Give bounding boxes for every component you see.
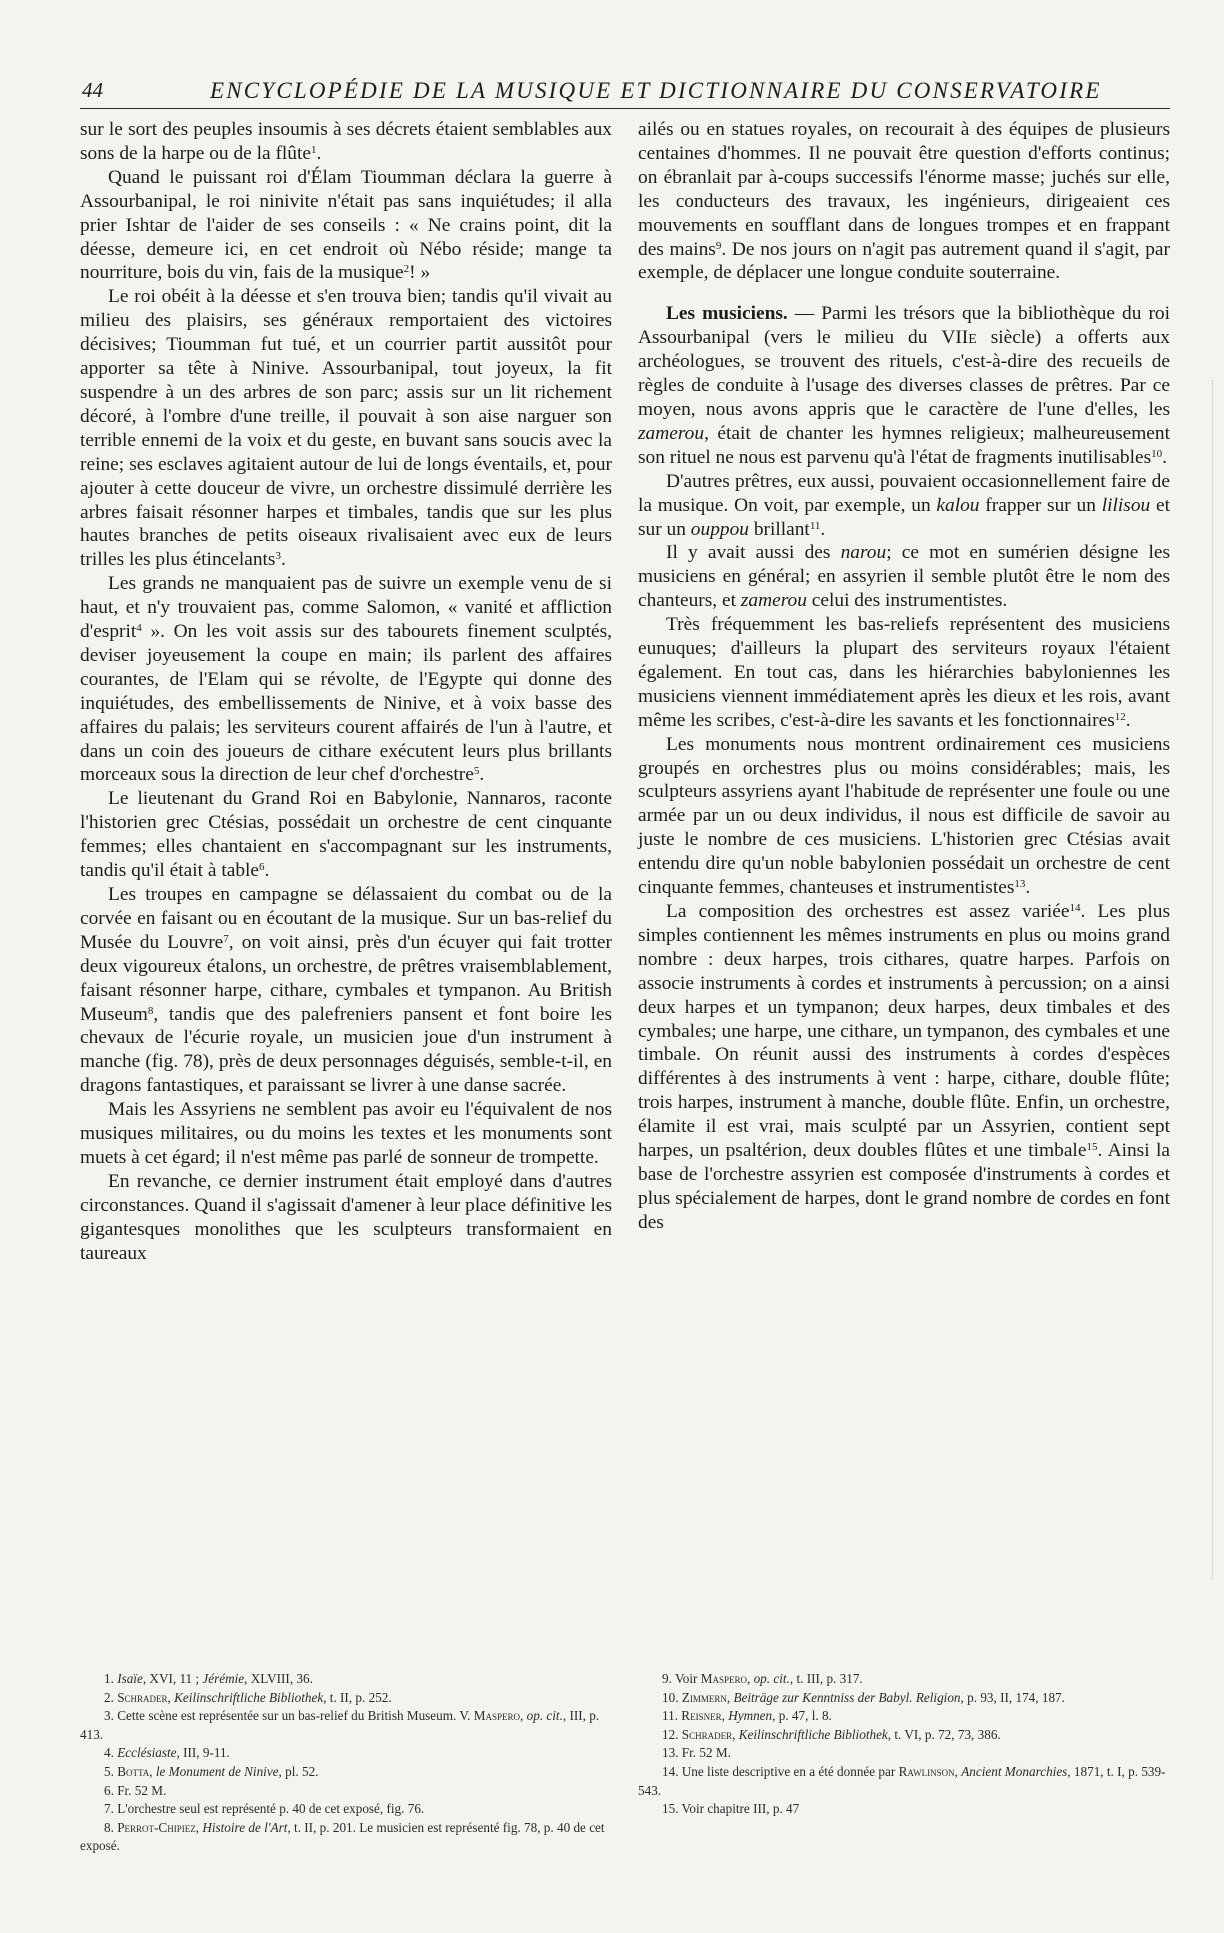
footnote: 9. Voir Maspero, op. cit., t. III, p. 317. — [662, 1671, 863, 1686]
paragraph: D'autres prêtres, eux aussi, pouvaient occasionnellement faire de la musique. On voit, par exemple, un kalou frapper sur un lilisou et sur un ouppou brillant$^{11}$. — [638, 470, 1170, 540]
paragraph: La composition des orchestres est assez variée$^{14}$. Les plus simples contiennent les mêmes instruments en plus ou moins grand nombre : deux harpes, trois cithares, quatre harpes. Parfois on associe instruments à cordes et instruments à percussion; on a ainsi deux harpes et un tympanon; deux harpes, deux timbales et des cymbales; une harpe, une cithare, un tympanon, des cymbales et une timbale. On réunit aussi des instruments à cordes d'espèces différentes à des instruments à vent : harpe, cithare, double flûte; trois harpes, instrument à manche, double flûte. Enfin, un orchestre, élamite il est vrai, mais sculpté par un Assyrien, contient sept harpes, un psaltérion, deux doubles flûtes et une timbale$^{15}$. Ainsi la base de l'orchestre assyrien est composée d'instruments à cordes et plus spécialement de harpes, dont le grand nombre de cordes en font des — [638, 901, 1170, 1233]
paragraph: Le roi obéit à la déesse et s'en trouva bien; tandis qu'il vivait au milieu des plaisirs, ses généraux remportaient des victoires décisives; Tioumman fut tué, et un courrier partit aussitôt pour apporter sa tête à Ninive. Assourbanipal, tout joyeux, la fit suspendre à un des arbres de son parc; assis sur un lit richement décoré, à l'ombre d'une treille, il pouvait à son aise narguer son terrible ennemi de la voix et du geste, en buvant sans soucis avec la reine; ses esclaves agitaient autour de lui de longs éventails, et, pour ajouter à cette douceur de vivre, un orchestre dissimulé derrière les arbres faisait résonner harpes et timbales, tandis que sur les plus hautes branches de petits oiseaux rivalisaient avec eux de leurs trilles les plus étincelants$^3$. — [80, 286, 612, 571]
footnote: 11. Reisner, Hymnen, p. 47, l. 8. — [662, 1708, 832, 1724]
footnote: 13. Fr. 52 M. — [662, 1745, 731, 1761]
paragraph: Les grands ne manquaient pas de suivre un exemple venu de si haut, et n'y trouvaient pas, comme Salomon, « vanité et affliction d'esprit$^4$ ». On les voit assis sur des tabourets finement sculptés, deviser joyeusement la coupe en main; ils parlent des affaires courantes, de l'Elam qui se révolte, de l'Egypte qui donne des inquiétudes, des embellissements de Ninive, et à voix basse des affaires du palais; les serviteurs courent affairés de l'un à l'autre, et dans un coin des joueurs de cithare exécutent leurs plus brillants morceaux sous la direction de leur chef d'orchestre$^5$. — [80, 573, 612, 786]
page-edge-bleed — [1212, 380, 1224, 1580]
paragraph: ailés ou en statues royales, on recourait à des équipes de plusieurs centaines d'hommes. Il ne pouvait être question d'efforts continus; on ébranlait par à-coups successifs l'énorme masse; juchés sur elle, les conducteurs des travaux, les ingénieurs, dirigeaient ces mouvements en soufflant dans de longues trompes et en frappant des mains$^9$. De nos jours on n'agit pas autrement quand il s'agit, par exemple, de déplacer une longue conduite souterraine. — [638, 119, 1170, 284]
right-column — [638, 118, 1170, 1235]
paragraph: Très fréquemment les bas-reliefs représentent des musiciens eunuques; d'ailleurs la plupart des serviteurs royaux l'étaient également. En tout cas, dans les hiérarchies babyloniennes les musiciens viennent immédiatement après les dieux et les rois, avant même les scribes, c'est-à-dire les savants et les fonctionnaires$^{12}$. — [638, 614, 1170, 731]
paragraph: Les troupes en campagne se délassaient du combat ou de la corvée en faisant ou en écoutant de la musique. Sur un bas-relief du Musée du Louvre$^7$, on voit ainsi, près d'un écuyer qui fait trotter deux vigoureux étalons, un orchestre, de prêtres vraisemblablement, faisant résonner harpe, cithare, cymbales et tympanon. Au British Museum$^8$, tandis que des palefreniers pansent et font boire les chevaux de l'écurie royale, un musicien joue d'un instrument à manche (fig. 78), près de deux personnages déguisés, semble-t-il, en dragons fantastiques, et paraissant se livrer à une danse sacrée. — [80, 884, 612, 1097]
paragraph: En revanche, ce dernier instrument était employé dans d'autres circonstances. Quand il s'agissait d'amener à leur place définitive les gigantesques monolithes que les sculpteurs transformaient en taureaux — [80, 1170, 612, 1264]
footnote: 4. Ecclésiaste, III, 9-11. — [104, 1745, 230, 1761]
paragraph: Le lieutenant du Grand Roi en Babylonie, Nannaros, raconte l'historien grec Ctésias, possédait un orchestre de cent cinquante femmes; elles chantaient en s'accompagnant sur les instruments, tandis qu'il était à table$^6$. — [80, 788, 612, 882]
paragraph: Il y avait aussi des narou; ce mot en sumérien désigne les musiciens en général; en assyrien il semble plutôt être le nom des chanteurs, et zamerou celui des instrumentistes. — [638, 542, 1170, 612]
footnote: 5. Botta, le Monument de Ninive, pl. 52. — [104, 1763, 319, 1779]
footnote: 8. Perrot-Chipiez, Histoire de l'Art, t. II, p. 201. Le musicien est représenté fig. 78, p. 40 de cet exposé. — [80, 1819, 605, 1854]
paragraph: Quand le puissant roi d'Élam Tioumman déclara la guerre à Assourbanipal, le roi ninivite n'était pas sans inquiétudes; il alla prier Ishtar de l'aider de ses conseils : « Ne crains point, dit la déesse, demeure ici, en cet endroit où Nébo réside; mange ta nourriture, bois du vin, fais de la musique$^2$! » — [80, 166, 612, 284]
paragraph: Les monuments nous montrent ordinairement ces musiciens groupés en orchestres plus ou moins considérables; mais, les sculpteurs assyriens ayant l'habitude de représenter une foule ou une armée par un ou deux individus, il nous est difficile de savoir au juste le nombre de ces musiciens. L'historien grec Ctésias avait entendu dire qu'un noble babylonien possédait un orchestre de cent cinquante femmes, chanteuses et instrumentistes$^{13}$. — [638, 733, 1170, 899]
footnote: 3. Cette scène est représentée sur un bas-relief du British Museum. V. Maspero, op. cit., III, p. 413. — [80, 1708, 600, 1742]
footnote: 7. L'orchestre seul est représenté p. 40 de cet exposé, fig. 76. — [104, 1801, 425, 1817]
footnote: 14. Une liste descriptive en a été donnée par Rawlinson, Ancient Monarchies, 1871, t. I, p. 539-543. — [638, 1763, 1166, 1798]
footnote: 12. Schrader, Keilinschriftliche Bibliothek, t. VI, p. 72, 73, 386. — [662, 1726, 1001, 1742]
paragraph: Mais les Assyriens ne semblent pas avoir eu l'équivalent de nos musiques militaires, ou du moins les textes et les monuments sont muets à cet égard; il n'est même pas parlé de sonneur de trompette. — [80, 1099, 612, 1168]
footnote: 1. Isaïe, XVI, 11 ; Jérémie, XLVIII, 36. — [104, 1671, 313, 1686]
page-number: 44 — [82, 78, 103, 102]
footnote: 15. Voir chapitre III, p. 47 — [662, 1801, 800, 1817]
paragraph: sur le sort des peuples insoumis à ses décrets étaient semblables aux sons de la harpe ou de la flûte$^1$. — [80, 119, 612, 164]
section-title: Les musiciens. — [666, 303, 788, 325]
footnotes-right — [638, 1670, 1178, 1819]
footnotes-left — [80, 1670, 620, 1856]
running-header — [80, 76, 1170, 109]
section-paragraph: Les musiciens. — Parmi les trésors que la bibliothèque du roi Assourbanipal (vers le milieu du VIIe siècle) a offerts aux archéologues, se trouvent des rituels, c'est-à-dire des recueils de règles de conduite à l'usage des diverses classes de prêtres. Par ce moyen, nous avons appris que le caractère de l'une d'elles, les zamerou, était de chanter les hymnes religieux; malheureusement son rituel ne nous est parvenu qu'à l'état de fragments inutilisables$^{10}$. — [638, 303, 1170, 468]
footnote: 6. Fr. 52 M. — [104, 1782, 167, 1798]
footnote: 10. Zimmern, Beiträge zur Kenntniss der Babyl. Religion, p. 93, II, 174, 187. — [662, 1689, 1065, 1705]
footnote: 2. Schrader, Keilinschriftliche Bibliothek, t. II, p. 252. — [104, 1689, 392, 1705]
left-column — [80, 118, 612, 1266]
running-title: ENCYCLOPÉDIE DE LA MUSIQUE ET DICTIONNAIRE DU CONSERVATOIRE — [210, 78, 1102, 103]
